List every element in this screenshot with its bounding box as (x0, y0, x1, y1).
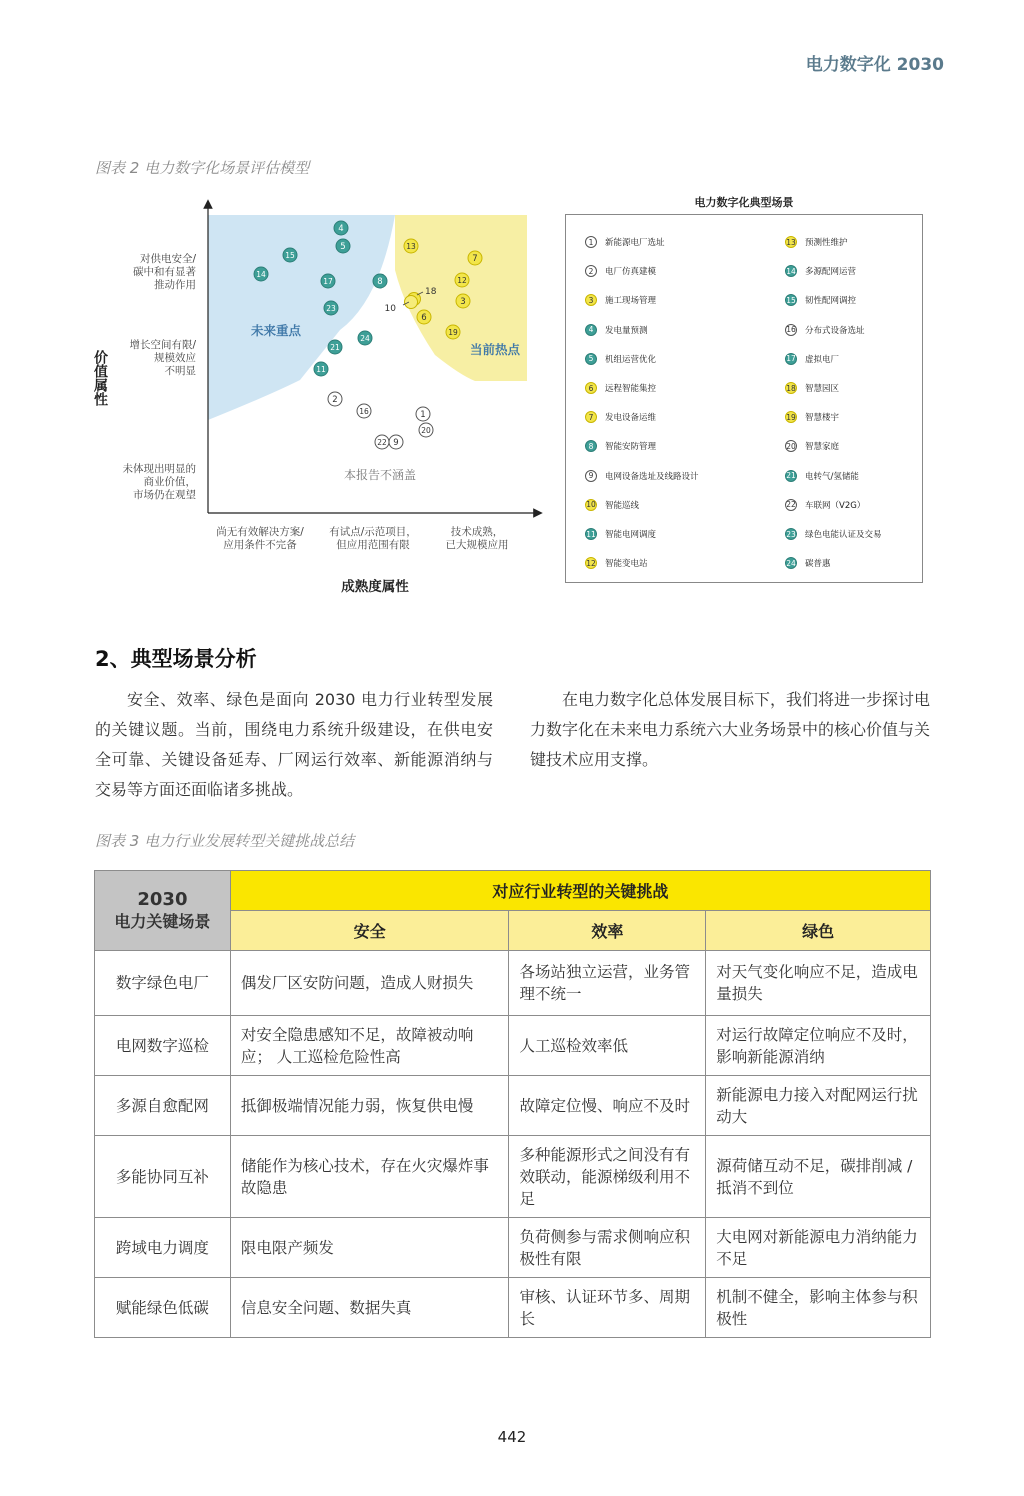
figure-3-caption: 图表 3 电力行业发展转型关键挑战总结 (95, 832, 355, 850)
point-label: 8 (377, 277, 383, 287)
y-level-label: 不明显 (164, 365, 196, 377)
legend-label: 电转气/氢储能 (805, 471, 859, 482)
chart-point (328, 340, 342, 354)
point-label: 21 (330, 343, 340, 352)
legend-item (585, 411, 656, 423)
chart-point (283, 248, 297, 262)
chart-point (446, 325, 460, 339)
cell-green: 对运行故障定位响应不及时，影响新能源消纳 (706, 1016, 931, 1076)
legend-label: 智慧楼宇 (805, 413, 840, 424)
row-scene: 跨域电力调度 (95, 1218, 231, 1278)
legend-item (585, 499, 639, 511)
legend-label: 智能变电站 (605, 559, 648, 570)
chart-point (455, 273, 469, 287)
legend-label: 车联网（V2G） (805, 500, 866, 511)
paragraph-left: 安全、效率、绿色是面向 2030 电力行业转型发展的关键议题。当前，围绕电力系统升级建设，在供电安全可靠、关键设备延寿、厂网运行效率、新能源消纳与交易等方面还面临诸多挑战。 (95, 690, 493, 799)
chart-point (324, 301, 338, 315)
header-efficiency: 效率 (509, 911, 706, 951)
chart-point (358, 331, 372, 345)
legend-item (585, 324, 648, 336)
legend-item (585, 382, 656, 394)
chart-point (328, 392, 342, 406)
y-level-label: 碳中和有显著 (133, 266, 196, 278)
legend-item (585, 440, 656, 452)
point-label: 15 (285, 251, 295, 260)
legend-item (585, 294, 656, 306)
table-corner-header (95, 871, 231, 951)
point-label: 5 (340, 242, 346, 252)
point-label: 11 (316, 365, 326, 374)
legend-number: 23 (786, 529, 796, 539)
point-label: 17 (323, 277, 333, 286)
future-focus-zone (208, 215, 395, 420)
legend-item (585, 557, 648, 569)
legend-number: 11 (586, 529, 596, 539)
y-level-label: 规模效应 (154, 352, 196, 364)
x-level-label: 但应用范围有限 (336, 539, 410, 551)
legend-label: 电厂仿真建模 (605, 267, 657, 278)
row-scene: 多源自愈配网 (95, 1076, 231, 1136)
paragraph-right: 在电力数字化总体发展目标下，我们将进一步探讨电力数字化在未来电力系统六大业务场景中的核心价值与关键技术应用支撑。 (530, 690, 931, 769)
legend-label: 分布式设备选址 (805, 325, 865, 336)
legend-item (785, 470, 859, 482)
cell-efficiency: 审核、认证环节多、周期长 (509, 1278, 706, 1338)
chart-point (375, 435, 389, 449)
legend-label: 碳普惠 (805, 559, 831, 570)
legend-label: 多源配网运营 (805, 267, 857, 278)
chart-point (334, 221, 348, 235)
legend-item (785, 294, 856, 306)
legend-item (785, 411, 839, 423)
legend-number: 10 (586, 500, 596, 510)
legend-number: 14 (786, 266, 796, 276)
corner-label: 电力关键场景 (114, 911, 211, 931)
legend-item (785, 324, 865, 336)
legend-number: 5 (585, 353, 597, 365)
y-level-label: 商业价值， (143, 476, 196, 488)
point-label: 12 (457, 276, 467, 285)
legend-label: 智慧园区 (805, 384, 840, 394)
chart-point (336, 239, 350, 253)
chart-point (416, 407, 430, 421)
point-label: 14 (256, 270, 266, 279)
cell-efficiency: 故障定位慢、响应不及时 (509, 1076, 706, 1136)
chart-point (254, 267, 268, 281)
legend-item (585, 236, 665, 248)
cell-green: 机制不健全，影响主体参与积极性 (706, 1278, 931, 1338)
legend-number: 8 (585, 440, 597, 452)
legend-number: 15 (786, 295, 796, 305)
cell-safety: 储能作为核心技术，存在火灾爆炸事故隐患 (230, 1136, 509, 1218)
y-level-label: 推动作用 (154, 279, 196, 291)
legend-item (785, 440, 839, 452)
chart-point (321, 274, 335, 288)
legend-item (785, 236, 848, 248)
running-header: 电力数字化 2030 (805, 55, 944, 75)
figure-2-caption: 图表 2 电力数字化场景评估模型 (95, 159, 310, 177)
future-focus-label: 未来重点 (250, 323, 302, 338)
point-label: 19 (448, 328, 458, 337)
legend-number: 3 (585, 294, 597, 306)
legend-item (585, 528, 656, 540)
legend-label: 远程智能集控 (605, 384, 657, 394)
point-label: 4 (338, 224, 344, 234)
row-scene: 电网数字巡检 (95, 1016, 231, 1076)
legend-label: 预测性维护 (805, 238, 848, 248)
legend-item (585, 353, 656, 365)
current-hot-label: 当前热点 (469, 342, 521, 357)
cell-safety: 信息安全问题、数据失真 (230, 1278, 509, 1338)
chart-point (357, 404, 371, 418)
row-scene: 多能协同互补 (95, 1136, 231, 1218)
corner-year: 2030 (137, 888, 188, 910)
point-label: 6 (421, 313, 427, 323)
legend-label: 智能电网调度 (605, 530, 657, 540)
legend-item (585, 265, 656, 277)
x-level-labels (216, 525, 508, 551)
legend-label: 智能巡线 (605, 500, 640, 511)
table-row (95, 951, 931, 1016)
chart-point (389, 435, 403, 449)
row-scene: 数字绿色电厂 (95, 951, 231, 1016)
point-label: 23 (326, 304, 336, 313)
x-level-label: 尚无有效解决方案/ (216, 526, 304, 538)
point-label: 7 (472, 254, 478, 264)
chart-point (404, 239, 418, 253)
cell-green: 新能源电力接入对配网运行扰动大 (706, 1076, 931, 1136)
challenges-table (94, 870, 931, 1338)
legend-label: 韧性配网调控 (805, 296, 857, 307)
legend-label: 发电量预测 (605, 325, 648, 336)
x-axis-title: 成熟度属性 (341, 579, 409, 595)
svg-text:18: 18 (425, 287, 437, 297)
cell-safety: 限电限产频发 (230, 1218, 509, 1278)
cell-efficiency: 多种能源形式之间没有有效联动，能源梯级利用不足 (509, 1136, 706, 1218)
point-label: 13 (406, 242, 416, 251)
cell-safety: 偶发厂区安防问题，造成人财损失 (230, 951, 509, 1016)
legend-number: 17 (786, 354, 796, 364)
y-level-label: 对供电安全/ (139, 253, 196, 265)
legend-number: 19 (786, 412, 796, 422)
x-level-label: 应用条件不完备 (223, 539, 297, 551)
not-covered-label: 本报告不涵盖 (343, 468, 417, 482)
row-scene: 赋能绿色低碳 (95, 1278, 231, 1338)
y-level-label: 市场仍在观望 (133, 489, 196, 501)
legend-label: 虚拟电厂 (805, 354, 840, 365)
legend-number: 7 (585, 411, 597, 423)
legend-item (785, 382, 839, 394)
legend-label: 智慧家庭 (805, 442, 840, 453)
legend-number: 1 (585, 236, 597, 248)
y-level-labels (123, 252, 197, 501)
legend-label: 绿色电能认证及交易 (805, 530, 882, 540)
legend-number: 4 (585, 324, 597, 336)
point-label: 22 (377, 438, 387, 447)
table-row (95, 1016, 931, 1076)
chart-point (417, 310, 431, 324)
point-label: 24 (360, 334, 370, 343)
cell-efficiency: 各场站独立运营，业务管理不统一 (509, 951, 706, 1016)
point-label: 2 (332, 395, 338, 405)
legend-label: 机组运营优化 (605, 354, 657, 365)
page-number: 442 (497, 1428, 527, 1446)
legend-item (785, 353, 839, 365)
legend-label: 发电设备运维 (605, 413, 657, 424)
table-row (95, 1076, 931, 1136)
legend-item (785, 499, 865, 511)
legend-label: 新能源电厂选址 (605, 238, 665, 248)
header-safety: 安全 (230, 911, 509, 951)
table-row (95, 1136, 931, 1218)
table-row (95, 1218, 931, 1278)
legend-item (785, 557, 831, 569)
section-title: 2、典型场景分析 (95, 647, 257, 671)
legend-number: 12 (586, 558, 596, 568)
cell-efficiency: 负荷侧参与需求侧响应积极性有限 (509, 1218, 706, 1278)
x-level-label: 有试点/示范项目， (329, 526, 417, 538)
legend-number: 18 (786, 383, 796, 393)
point-label: 9 (393, 438, 399, 448)
legend-item (585, 470, 699, 482)
x-level-label: 技术成熟， (450, 526, 504, 538)
legend-label: 施工现场管理 (605, 296, 657, 307)
chart-point (456, 294, 470, 308)
table-row (95, 1278, 931, 1338)
cell-green: 对天气变化响应不足，造成电量损失 (706, 951, 931, 1016)
legend-number: 22 (786, 500, 796, 510)
cell-safety: 抵御极端情况能力弱，恢复供电慢 (230, 1076, 509, 1136)
y-axis-title: 价值属性 (92, 350, 108, 406)
legend-item (785, 265, 856, 277)
legend-number: 2 (585, 265, 597, 277)
scenario-evaluation-chart (90, 190, 550, 600)
header-green: 绿色 (706, 911, 931, 951)
y-level-label: 未体现出明显的 (122, 463, 196, 475)
point-label: 3 (460, 297, 466, 307)
legend-number: 20 (786, 441, 796, 451)
cell-efficiency: 人工巡检效率低 (509, 1016, 706, 1076)
point-label: 20 (421, 426, 431, 435)
chart-point (373, 274, 387, 288)
legend-title: 电力数字化典型场景 (694, 196, 794, 209)
table-top-header: 对应行业转型的关键挑战 (230, 871, 930, 911)
svg-text:10: 10 (384, 304, 396, 314)
chart-point (419, 423, 433, 437)
chart-point (314, 362, 328, 376)
legend-number: 16 (786, 325, 796, 335)
point-label: 16 (359, 407, 369, 416)
cell-green: 大电网对新能源电力消纳能力不足 (706, 1218, 931, 1278)
legend-item (785, 528, 882, 540)
legend-number: 24 (786, 558, 796, 568)
legend-label: 电网设备选址及线路设计 (605, 471, 699, 482)
x-level-label: 已大规模应用 (445, 539, 509, 551)
chart-point (468, 251, 482, 265)
legend-number: 6 (585, 382, 597, 394)
y-level-label: 增长空间有限/ (129, 339, 196, 351)
legend-number: 13 (786, 237, 796, 247)
cell-green: 源荷储互动不足，碳排削减 / 抵消不到位 (706, 1136, 931, 1218)
point-label: 1 (420, 410, 426, 420)
legend-number: 9 (585, 470, 597, 482)
legend-label: 智能安防管理 (605, 442, 657, 453)
cell-safety: 对安全隐患感知不足，故障被动响应； 人工巡检危险性高 (230, 1016, 509, 1076)
legend-number: 21 (786, 471, 796, 481)
